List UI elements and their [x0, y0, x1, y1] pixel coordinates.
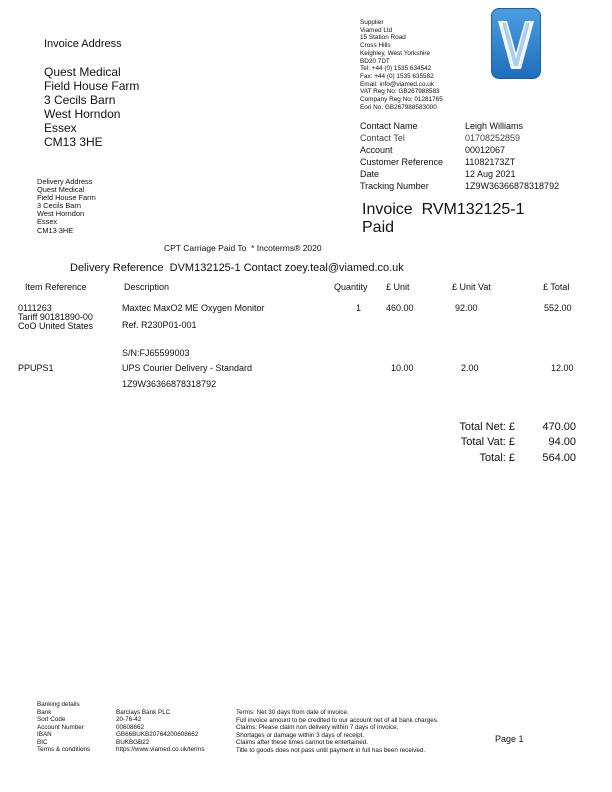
contact-row: [360, 144, 580, 156]
description-line: Ref. R230P01-001: [122, 320, 197, 330]
terms-line: Claims after these times cannot be entertained.: [236, 739, 368, 746]
bank-row: [37, 739, 237, 747]
description-line: Maxtec MaxO2 ME Oxygen Monitor: [122, 303, 265, 313]
bank-row: [37, 746, 237, 754]
contact-value: 11082173ZT: [465, 157, 516, 167]
bank-label: Terms & conditions: [37, 746, 91, 753]
total-net-label: Total Net: £: [459, 421, 515, 433]
banking-details: [37, 701, 237, 754]
contact-row: [360, 168, 580, 180]
bank-value: BUKBGB22: [116, 738, 150, 746]
supplier-line: Tel: +44 (0) 1535 634542: [360, 65, 432, 73]
terms-line: Full invoice amount to be credited to our account net of all bank charges.: [236, 716, 439, 724]
bank-value: 20-76-42: [116, 716, 142, 723]
delivery-address-line: Quest Medical: [37, 185, 85, 195]
bank-label: Bank: [37, 708, 52, 716]
bank-label: BIC: [37, 738, 48, 746]
payment-terms: [236, 709, 439, 754]
invoice-heading: [362, 201, 524, 237]
bank-label: Banking details: [37, 701, 80, 708]
grand-total-value: 564.00: [542, 452, 576, 464]
contact-label: Date: [360, 169, 380, 179]
delivery-address-line: CM13 3HE: [37, 225, 74, 235]
supplier-block: [360, 19, 443, 111]
bank-row: [37, 724, 237, 732]
bank-value: GB66BUKB20764200608662: [116, 731, 199, 738]
row-unit-vat: 92.00: [455, 303, 478, 313]
row-total: 552.00: [544, 303, 572, 313]
terms-line: Title to goods does not pass until payment in full has been received.: [236, 746, 426, 754]
terms-line: Shortages or damage within 3 days of receipt.: [236, 731, 365, 739]
header-unit-vat: £ Unit Vat: [452, 282, 491, 292]
contact-row: [360, 156, 580, 168]
description-line: UPS Courier Delivery - Standard: [122, 363, 253, 373]
bank-row: [37, 731, 237, 739]
contact-value: 01708252859: [465, 133, 521, 143]
page-number: Page 1: [495, 734, 524, 744]
contact-details: [360, 120, 580, 192]
invoice-address-title: Invoice Address: [44, 38, 122, 50]
delivery-address-block: [37, 178, 96, 235]
invoice-number: Invoice RVM132125-1: [362, 201, 525, 218]
invoice-address-line: Quest Medical: [44, 65, 121, 79]
contact-label: Tracking Number: [360, 181, 429, 191]
delivery-address-line: West Horndon: [37, 209, 85, 219]
header-description: Description: [124, 282, 170, 292]
row2-item-ref: PPUPS1: [18, 363, 54, 373]
header-quantity: Quantity: [334, 282, 368, 292]
invoice-address-line: 3 Cecils Barn: [44, 93, 116, 107]
table-row-item-ref: [18, 302, 93, 332]
bank-value: 00608662: [116, 723, 145, 731]
description-line: 1Z9W36366878318792: [122, 379, 217, 389]
bank-label: IBAN: [37, 731, 52, 738]
contact-label: Account: [360, 145, 393, 155]
contact-row: [360, 120, 580, 132]
supplier-line: Cross Hills: [360, 42, 391, 50]
supplier-line: Supplier: [360, 19, 384, 26]
supplier-line: BD20 7DT: [360, 57, 390, 65]
incoterms-text: CPT Carriage Paid To * Incoterms® 2020: [164, 243, 322, 253]
total-net-value: 470.00: [542, 421, 576, 433]
header-total: £ Total: [543, 282, 570, 292]
invoice-address-line: Field House Farm: [44, 79, 140, 93]
total-vat-value: 94.00: [548, 436, 576, 448]
delivery-address-line: Delivery Address: [37, 177, 93, 186]
delivery-address-line: Essex: [37, 217, 58, 227]
delivery-address-line: Field House Farm: [37, 193, 96, 203]
contact-value: 12 Aug 2021: [465, 169, 516, 179]
terms-line: Terms: Net 30 days from date of invoice.: [236, 709, 349, 716]
item-ref-line: Tariff 90181890-00: [18, 312, 93, 322]
contact-row: [360, 180, 580, 192]
viamed-logo: [491, 8, 541, 79]
item-ref-line: CoO United States: [18, 321, 94, 331]
row2-total: 12.00: [551, 363, 574, 373]
bank-row: [37, 709, 237, 717]
supplier-line: Viamed Ltd: [360, 26, 393, 34]
table-row-description: [122, 302, 265, 331]
row2-unit-price: 10.00: [391, 363, 414, 373]
row-quantity: 1: [356, 303, 362, 313]
delivery-reference: Delivery Reference DVM132125-1 Contact zoey.teal@viamed.co.uk: [70, 262, 404, 274]
bank-value: Barclays Bank PLC: [116, 708, 171, 716]
invoice-address-line: CM13 3HE: [44, 135, 103, 149]
viamed-logo-mark: [492, 9, 540, 78]
contact-value: 00012067: [465, 145, 506, 155]
header-item-reference: Item Reference: [25, 282, 87, 292]
supplier-line: Fax: +44 (0) 1535 635582: [360, 72, 434, 80]
supplier-line: Eori No: GB267988583000: [360, 103, 437, 111]
supplier-line: Email: info@viamed.co.uk: [360, 80, 434, 88]
delivery-address-line: 3 Cecils Barn: [37, 201, 81, 211]
contact-label: Customer Reference: [360, 157, 444, 167]
supplier-line: Keighley, West Yorkshire: [360, 49, 431, 57]
contact-value: 1Z9W36366878318792: [465, 181, 560, 191]
row2-description: [122, 362, 252, 390]
grand-total-label: Total: £: [479, 452, 515, 464]
total-vat-label: Total Vat: £: [460, 436, 515, 448]
bank-label: Account Number: [37, 723, 84, 731]
row-unit-price: 460.00: [386, 303, 414, 313]
serial-number: S/N:FJ65599003: [122, 348, 190, 358]
item-ref-line: 0111263: [18, 303, 52, 313]
terms-link[interactable]: https://www.viamed.co.uk/terms: [116, 746, 205, 753]
contact-label: Contact Tel: [360, 133, 405, 143]
invoice-address-block: [44, 65, 139, 149]
contact-value: Leigh Williams: [465, 121, 524, 131]
invoice-address-line: Essex: [44, 121, 77, 135]
contact-label: Contact Name: [360, 121, 418, 131]
bank-row: [37, 716, 237, 724]
invoice-status: Paid: [362, 219, 395, 236]
terms-line: Claims: Please claim non delivery within 7 days of invoice.: [236, 724, 399, 731]
header-unit: £ Unit: [386, 282, 410, 292]
bank-label: Sort Code: [37, 716, 66, 723]
supplier-line: 15 Station Road: [360, 34, 406, 42]
contact-row: [360, 132, 580, 144]
invoice-address-line: West Horndon: [44, 107, 121, 121]
supplier-line: Company Reg No: 01281765: [360, 96, 443, 104]
row2-unit-vat: 2.00: [461, 363, 479, 373]
bank-row: [37, 701, 237, 709]
supplier-line: VAT Reg No: GB267988583: [360, 88, 440, 96]
